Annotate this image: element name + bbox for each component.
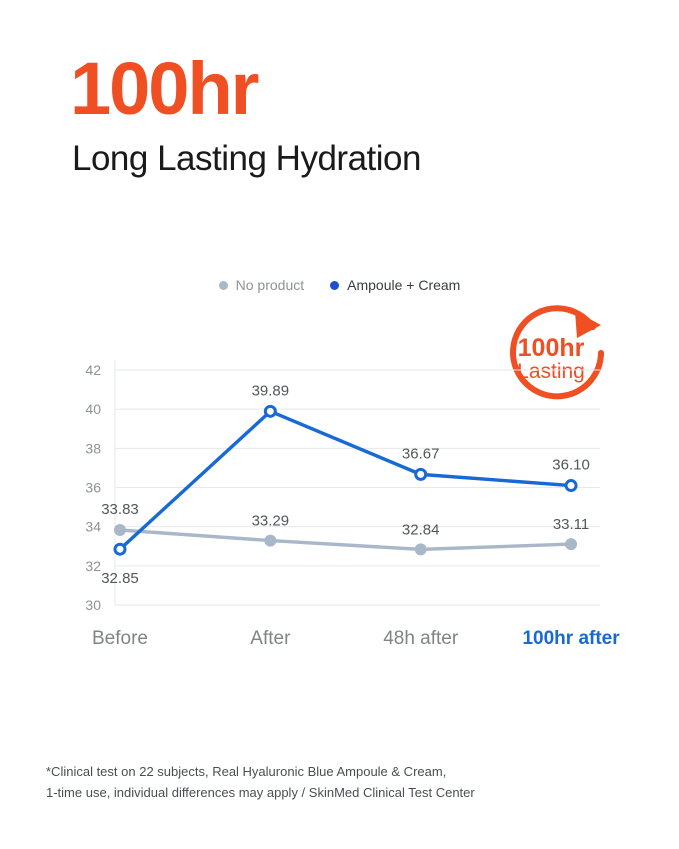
badge-line2: Lasting (517, 360, 585, 384)
series-line-1 (120, 530, 571, 549)
series-line-2 (120, 411, 571, 549)
y-axis-tick-label: 40 (85, 401, 101, 418)
legend-dot-icon (330, 281, 339, 290)
chart-svg (0, 330, 679, 660)
data-point-label: 33.11 (552, 516, 590, 534)
data-point (266, 536, 275, 545)
data-point (566, 481, 576, 491)
data-point (567, 540, 576, 549)
y-axis-tick-label: 38 (85, 440, 101, 457)
data-point-label: 39.89 (251, 382, 290, 400)
footnote (46, 762, 646, 804)
legend-label-ampoule-cream: Ampoule + Cream (347, 277, 461, 293)
legend-dot-icon (219, 281, 228, 290)
badge-line1: 100hr (517, 334, 585, 362)
chart-legend (0, 277, 679, 293)
y-axis-tick-label: 34 (85, 518, 101, 535)
data-point (416, 545, 425, 554)
footnote-line-1: *Clinical test on 22 subjects, Real Hyaluronic Blue Ampoule & Cream, (46, 764, 447, 779)
data-point-label: 36.67 (401, 445, 440, 463)
y-axis-tick-label: 30 (85, 597, 101, 613)
y-axis-tick-label: 36 (85, 479, 101, 496)
data-point (416, 469, 426, 479)
x-axis-label-2: After (250, 628, 291, 649)
data-point (116, 525, 125, 534)
x-axis-label-3: 48h after (383, 628, 459, 649)
data-point-label: 33.29 (251, 512, 290, 530)
legend-label-no-product: No product (235, 277, 305, 293)
legend-item-ampoule-cream (330, 277, 460, 293)
data-point-label: 33.83 (101, 500, 139, 518)
legend-item-no-product (219, 277, 304, 293)
x-axis-label-1: Before (92, 628, 148, 649)
data-point-label: 36.10 (552, 456, 590, 474)
y-axis-tick-label: 42 (85, 362, 101, 378)
y-axis-tick-label: 32 (85, 557, 101, 574)
data-point (115, 544, 125, 554)
data-point (265, 406, 275, 416)
hydration-line-chart (0, 330, 679, 660)
data-point-label: 32.85 (101, 570, 139, 588)
data-point-label: 32.84 (401, 521, 440, 539)
page-subtitle: Long Lasting Hydration (72, 139, 421, 178)
footnote-line-2: 1-time use, individual differences may apply / SkinMed Clinical Test Center (46, 784, 475, 800)
headline-block (70, 47, 630, 179)
page-title: 100hr (70, 47, 258, 130)
x-axis-label-4: 100hr after (522, 628, 620, 649)
